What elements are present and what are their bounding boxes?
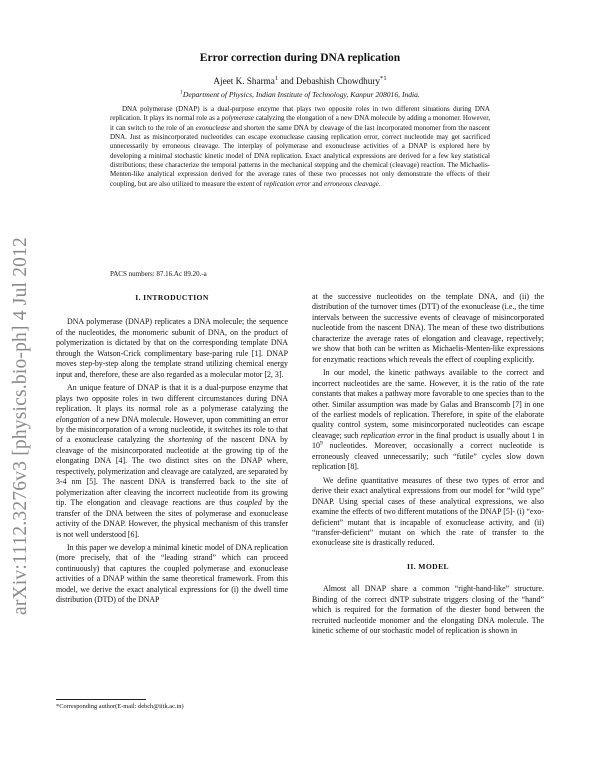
footnote-corresponding-author: *Corresponding author(E-mail: debch@iitk.ac.in) (56, 703, 184, 710)
intro-paragraph-5: We define quantitative measures of these two types of error and derive their exact analytical expressions from our model for “wild type” DNAP. Using special cases of these analytical expressions, we also examine the effects of two different mutations of the DNAP [5]- (i) “exo-deficient” mutant that is incapable of exonuclease activity, and (ii) “transfer-deficient” mutant on which the rate of transfer to the exonuclease site is drastically reduced. (312, 475, 544, 548)
affiliation-mark: 1 (180, 89, 183, 96)
paper-title: Error correction during DNA replication (199, 52, 401, 64)
abstract-emph-erroneous-cleavage: erroneous cleavage (324, 179, 379, 188)
intro-paragraph-3: In this paper we develop a minimal kinetic model of DNA replication (more precisely, that of the “leading strand” which can proceed continuously) that captures the coupled polymerase and exonuclease activities of a DNAP within the same theoretical framework. From this model, we derive the exact analytical expressions for (i) the dwell time distribution (DTD) of the DNAP (56, 542, 288, 605)
arxiv-stamp-text: arXiv:1112.3276v3 [physics.bio-ph] 4 Jul 2012 (10, 236, 31, 616)
intro-paragraph-2: An unique feature of DNAP is that it is a dual-purpose enzyme that plays two opposite roles in two different circumstances during DNA replication. It plays its normal role as a polymerase catalyzing the elongation of a new DNA molecule. However, upon committing an error by the misincorporation of a wrong nucleotide, it switches its role to that of a exonuclease catalyzing the shortening of the nascent DNA by cleavage of the misincorporated nucleotide at the growing tip of the elongating DNA [4]. The two distinct sites on the DNAP where, respectively, polymerization and cleavage are catalyzed, are separated by 3-4 nm [5]. The nascent DNA is transferred back to the site of polymerization after cleaving the incorrect nucleotide from its growing tip. The elongation and cleavage reactions are thus coupled by the transfer of the DNA between the sites of polymerase and exonuclease activity of the DNAP. However, the physical mechanism of this transfer is not well understood [6]. (56, 383, 288, 539)
author-line (0, 76, 600, 86)
arxiv-stamp (6, 226, 36, 626)
right-column (312, 292, 544, 640)
exponent-9: 9 (319, 440, 323, 447)
intro-paragraph-4: In our model, the kinetic pathways available to the correct and incorrect nucleotides are the same. However, it is the ratio of the rate constants that makes a pathway more favorable to one species than to the other. Similar assumption was made by Galas and Branscomb [7] in one of the earliest models of replication. Therefore, in spite of the elaborate quality control system, some misincorporated nucleotides can escape cleavage; such replication error in the final product is usually about 1 in $10^9$ nucleotides. Moreover, occasionally a correct nucleotide is erroneously cleaved unnecessarily; such “futile” cycles slow down replication [8]. (312, 368, 545, 472)
intro-paragraph-3-continued: at the successive nucleotides on the template DNA, and (ii) the distribution of the turnover times (DTT) of the exonuclease (i.e., the time intervals between the successive events of cleavage of misincorporated nucleotide from the nascent DNA). The mean of these two distributions characterize the average rates of elongation and cleavage, repectively; we show that both can be written as Michaelis-Menten-like expressions for enzymatic reactions which reveals the effect of coupling explicitly. (312, 292, 544, 364)
abstract-text-2: catalyzing the elongation of a new DNA molecule by adding a monomer. However, it can switch to the role of an (110, 114, 490, 132)
abstract-text-4: and (310, 179, 325, 188)
abstract-text-5: . (378, 179, 381, 188)
emph-shortening: shortening (168, 435, 203, 445)
left-column (56, 293, 288, 696)
abstract-emph-exonuclease: exonuclease (195, 123, 230, 132)
model-paragraph-1: Almost all DNAP share a common “right-hand-like” structure. Binding of the correct dNTP substrate triggers closing of the “hand” which is required for the formation of the diester bond between the recruited nucleotide monomer and the elongating DNA molecule. The kinetic scheme of our stochastic model of replication is shown in (312, 584, 544, 636)
emph-elongation: elongation (56, 414, 90, 424)
section-heading-model: II. MODEL (407, 561, 449, 571)
author-1-mark: 1 (274, 74, 279, 82)
author-2-mark: *1 (380, 74, 387, 82)
pacs-numbers: PACS numbers: 87.16.Ac 89.20.-a (110, 270, 207, 278)
author-2: Debashish Chowdhury (296, 76, 381, 86)
emph-coupled: coupled (236, 498, 262, 508)
emph-replication-error: replication error (360, 430, 414, 440)
author-1: Ajeet K. Sharma (213, 76, 275, 86)
footnote-rule (56, 699, 146, 700)
abstract (110, 105, 490, 189)
abstract-emph-replication-error: replication error (263, 179, 311, 188)
abstract-text-1: DNA polymerase (DNAP) is a dual-purpose enzyme that plays two opposite roles in two different situations during DNA replication. It plays its normal role as a (110, 105, 490, 123)
affiliation-text: Department of Physics, Indian Institute of Technology, Kanpur 208016, India. (182, 90, 420, 99)
section-heading-introduction: I. INTRODUCTION (135, 293, 209, 302)
abstract-emph-polymerase: polymerase (221, 114, 254, 123)
intro-paragraph-1: DNA polymerase (DNAP) replicates a DNA molecule; the sequence of the nucleotides, the monomeric subunit of DNA, on the product of polymerization is dictated by that on the corresponding template DNA through the Watson-Crick complimentary base-paring rule [1]. DNAP moves step-by-step along the template strand utilizing chemical energy input and, therefore, these are also regarded as a molecular motor [2, 3]. (56, 317, 288, 379)
abstract-text-3: and shorten the same DNA by cleavage of the last incorporated monomer from the nascent DNA. Just as misincorporated nucleotides can escape exonuclease causing replication error, correct nucleotide may get sacrificed unnecessarily by erroneous cleavage. The interplay of polymerase and exonuclease activities of a DNAP is explored here by developing a minimal stochastic kinetic model of DNA replication. Exact analytical expressions are derived for a few key statistical distributions; these characterize the temporal patterns in the mechanical stepping and the chemical (cleavage) reaction. The Michaelis-Menten-like analytical expression derived for the average rates of these two processes not only demonstrate the effects of their coupling, but are also utilized to measure the extent of (110, 123, 490, 188)
affiliation (0, 90, 600, 99)
author-join: and (278, 76, 297, 86)
